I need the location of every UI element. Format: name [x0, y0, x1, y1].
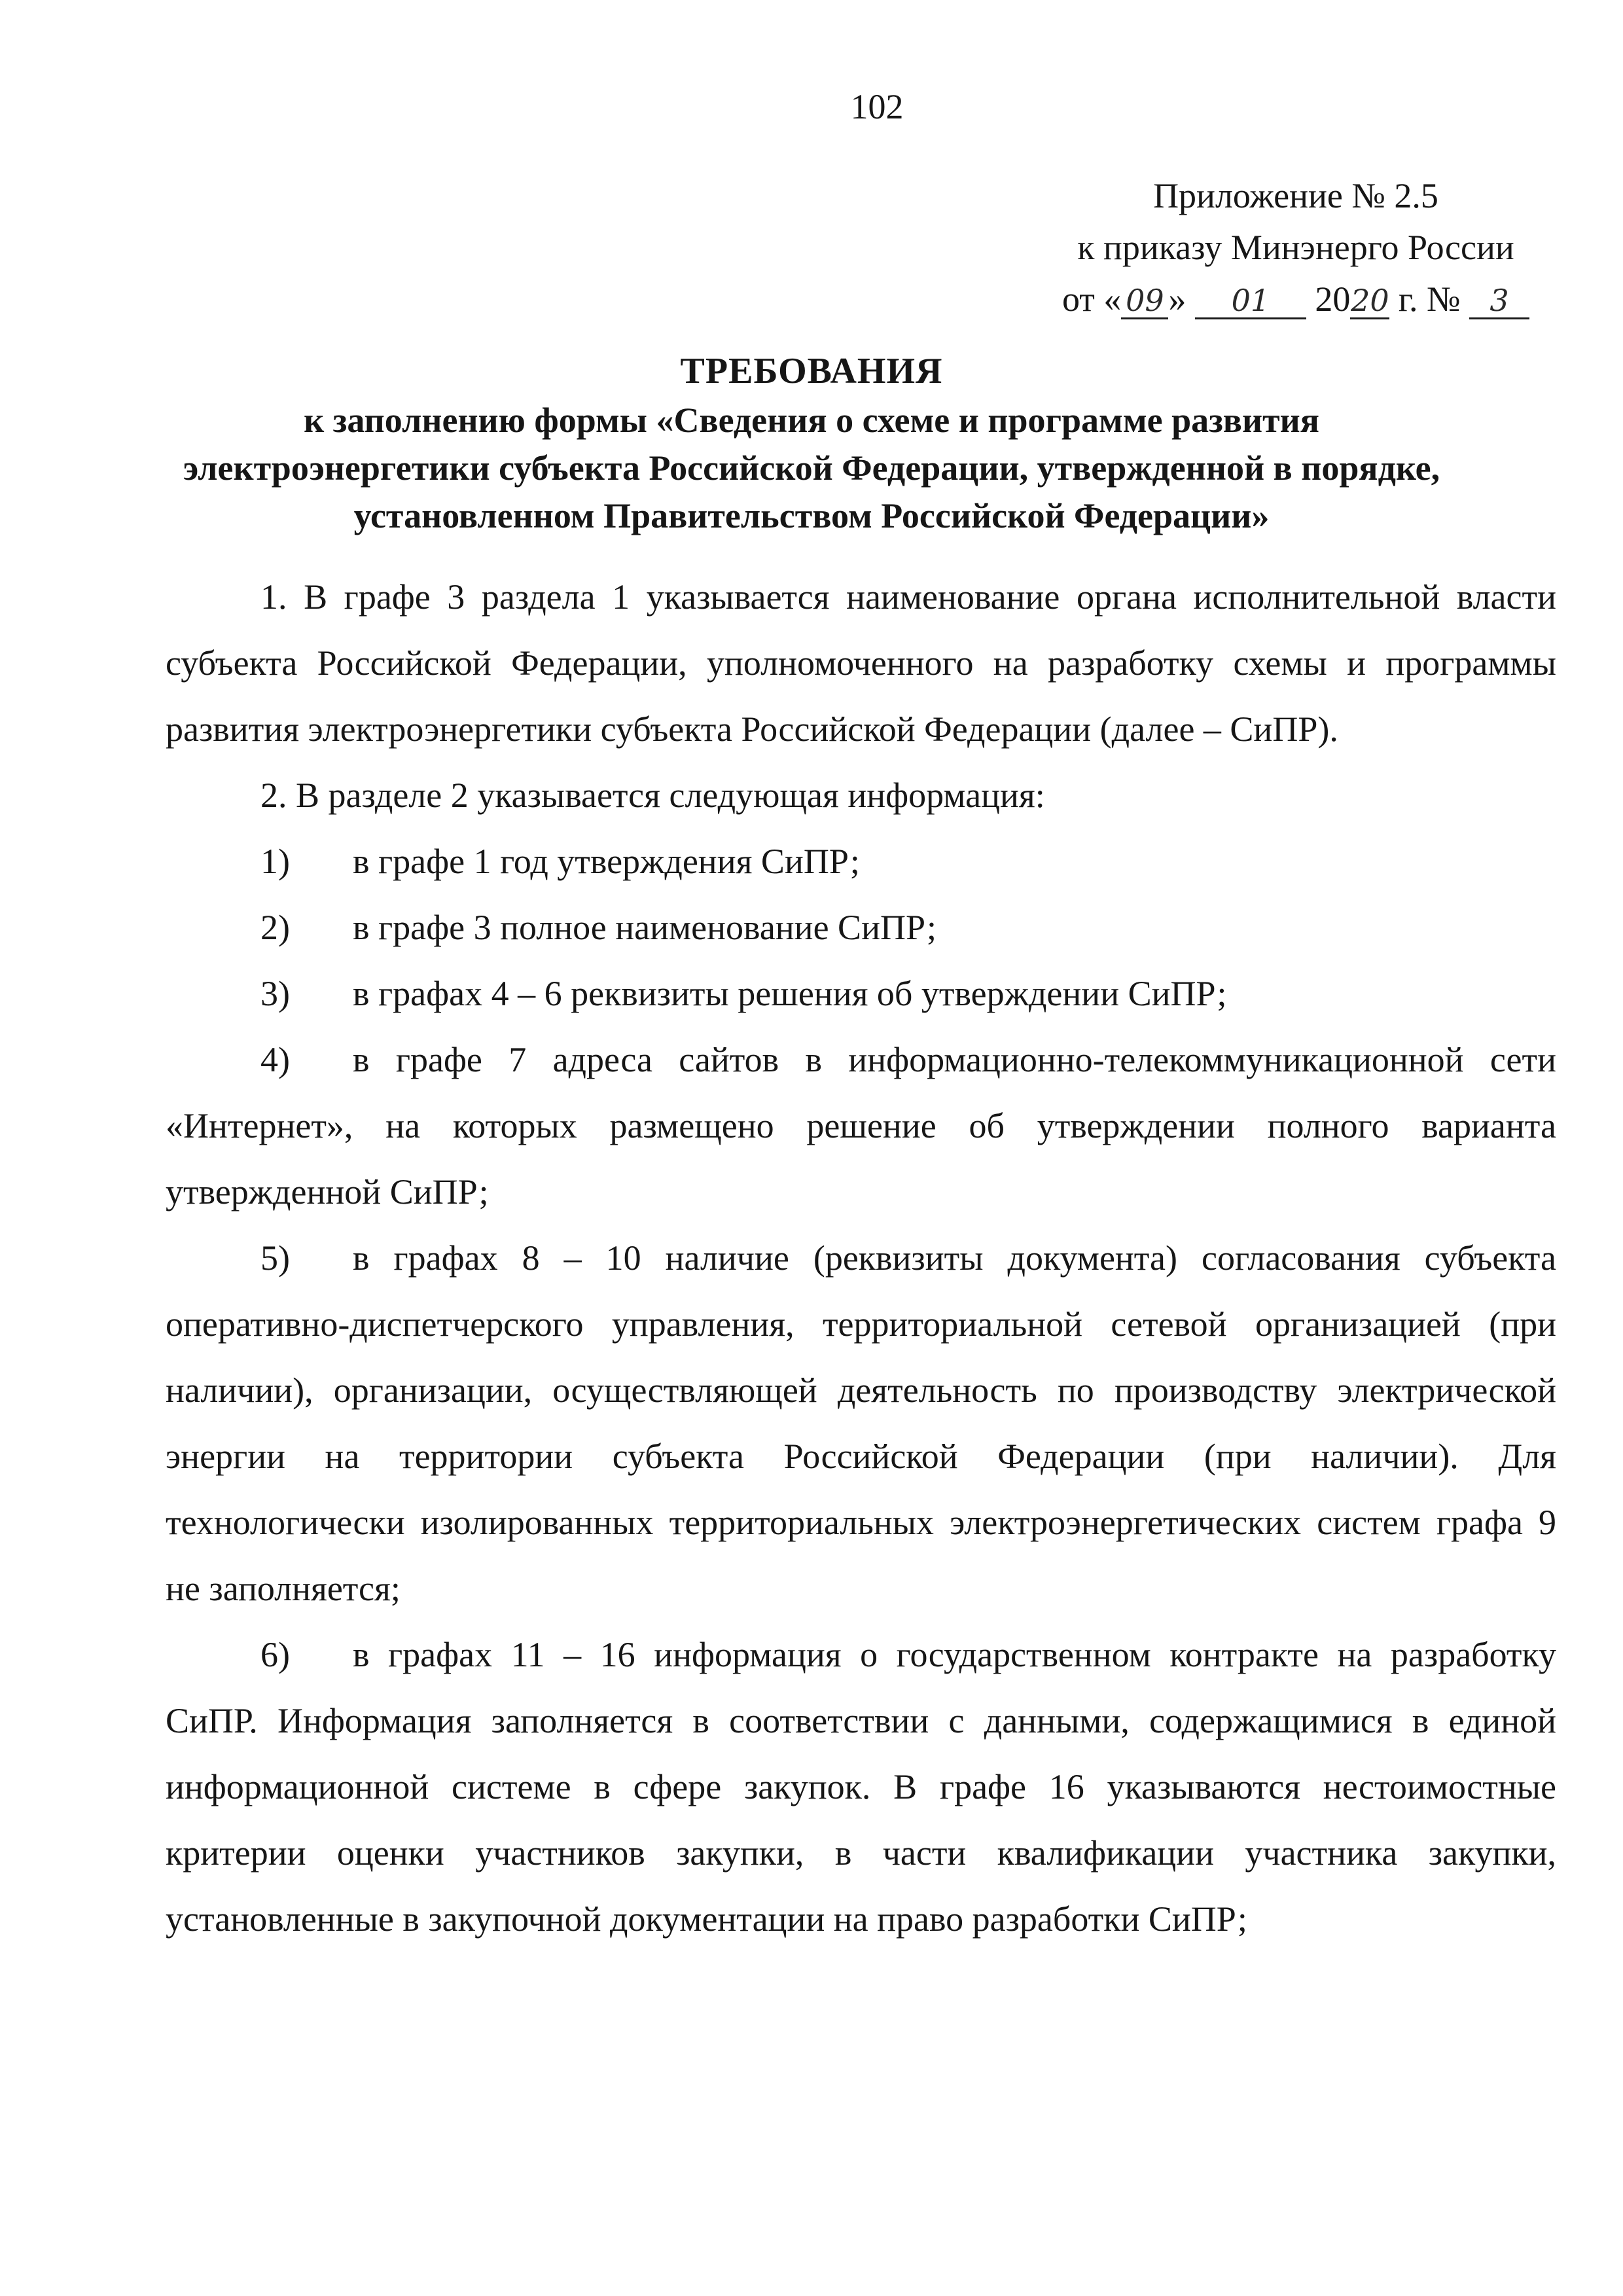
list-item-number: 4) — [260, 1040, 290, 1079]
list-item-number: 3) — [260, 974, 290, 1013]
list-item-number: 5) — [260, 1238, 290, 1278]
appendix-order-ref: к приказу Минэнерго России — [1077, 228, 1514, 267]
list-item-text: в графе 1 год утверждения СиПР; — [353, 842, 860, 881]
list-item-text: в графах 11 – 16 информация о государственном контракте на разработку СиПР. Информация заполняется в соответствии с данными, содержащимися в единой информационной системе в сфере закупок. В графе 16 указываются нестоимостные критерии оценки участников закупки, в части квалификации участника закупки, установленные в закупочной документации на право разработки СиПР; — [166, 1635, 1556, 1939]
list-item — [166, 1027, 1556, 1225]
list-item — [166, 895, 1556, 961]
list-item-number: 2) — [260, 908, 290, 947]
list-item — [166, 829, 1556, 895]
date-year-handwritten: 20 — [1351, 283, 1389, 318]
date-day-handwritten: 09 — [1121, 283, 1168, 319]
date-prefix: от « — [1062, 279, 1122, 319]
order-number-prefix: г. № — [1389, 279, 1469, 319]
list-item-text: в графах 8 – 10 наличие (реквизиты документа) согласования субъекта оперативно-диспетчерского управления, территориальной сетевой организацией (при наличии), организации, осуществляющей деятельность по производству электрической энергии на территории субъекта Российской Федерации (при наличии). Для технологически изолированных территориальных электроэнергетических систем графа 9 не заполняется; — [166, 1238, 1556, 1608]
list-item — [166, 1622, 1556, 1952]
list-item-text: в графах 4 – 6 реквизиты решения об утверждении СиПР; — [353, 974, 1227, 1013]
list-item-text: в графе 3 полное наименование СиПР; — [353, 908, 937, 947]
list-item-text: в графе 7 адреса сайтов в информационно-телекоммуникационной сети «Интернет», на которых размещено решение об утверждении полного варианта утвержденной СиПР; — [166, 1040, 1556, 1211]
date-year-prefix: 20 — [1306, 279, 1351, 319]
appendix-header — [1014, 170, 1577, 325]
list-item — [166, 1225, 1556, 1622]
list-item-number: 6) — [260, 1635, 290, 1674]
paragraph-2: 2. В разделе 2 указывается следующая информация: — [260, 776, 1045, 815]
title-line-3: установленном Правительством Российской Федерации» — [353, 496, 1270, 535]
appendix-date-line — [1014, 274, 1577, 325]
document-title — [0, 346, 1623, 540]
list-item-number: 1) — [260, 842, 290, 881]
date-separator: » — [1168, 279, 1195, 319]
order-number-handwritten: 3 — [1469, 283, 1529, 319]
page-number: 102 — [850, 87, 904, 126]
document-body — [166, 564, 1556, 1952]
title-heading: ТРЕБОВАНИЯ — [680, 351, 943, 391]
list-item — [166, 961, 1556, 1027]
date-month-handwritten: 01 — [1195, 283, 1306, 319]
title-line-1: к заполнению формы «Сведения о схеме и программе развития — [304, 401, 1319, 440]
paragraph-1: 1. В графе 3 раздела 1 указывается наименование органа исполнительной власти субъекта Российской Федерации, уполномоченного на разработку схемы и программы развития электроэнергетики субъекта Российской Федерации (далее – СиПР). — [166, 577, 1556, 749]
appendix-title: Приложение № 2.5 — [1153, 176, 1438, 215]
title-line-2: электроэнергетики субъекта Российской Федерации, утвержденной в порядке, — [183, 448, 1440, 488]
